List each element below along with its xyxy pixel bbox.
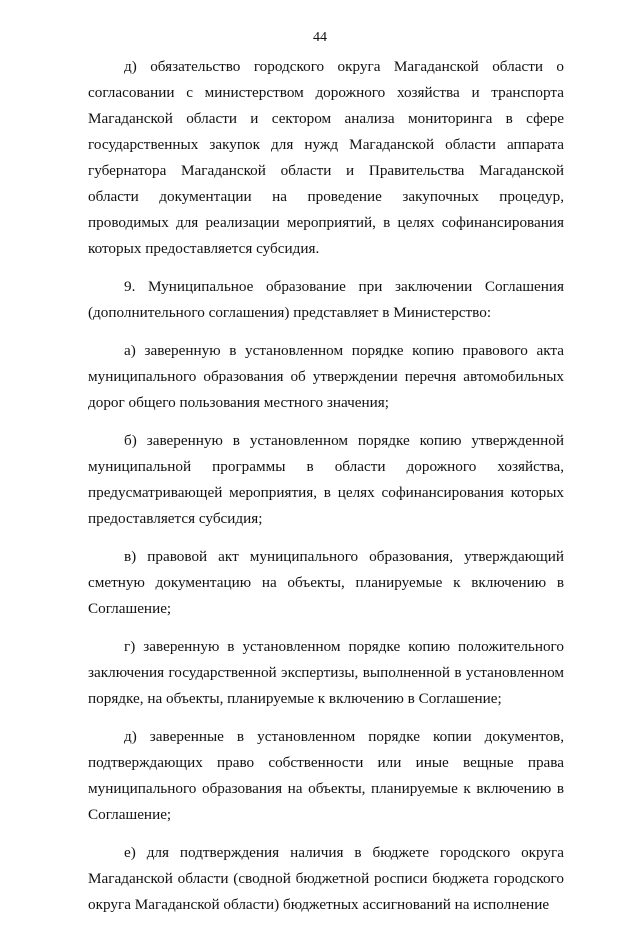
paragraph-item-d: д) заверенные в установленном порядке копии документов, подтверждающих право собственности или иные вещные права муниципального образования на объекты, планируемые к включению в Соглашение; [88,728,564,823]
paragraph-obligation-d: д) обязательство городского округа Магаданской области о согласовании с министерством дорожного хозяйства и транспорта Магаданской области и сектором анализа мониторинга в сфере государственных закупок для нужд Магаданской области аппарата губернатора Магаданской области и Правительства Магаданской области документации на проведение закупочных процедур, проводимых для реализации мероприятий, в целях софинансирования которых предоставляется субсидия. [88,58,564,257]
paragraph-item-b: б) заверенную в установленном порядке копию утвержденной муниципальной программы в области дорожного хозяйства, предусматривающей мероприятия, в целях софинансирования которых предоставляется субсидия; [88,432,564,527]
paragraph-item-9: 9. Муниципальное образование при заключении Соглашения (дополнительного соглашения) представляет в Министерство: [88,278,564,321]
paragraph-item-a: а) заверенную в установленном порядке копию правового акта муниципального образования об утверждении перечня автомобильных дорог общего пользования местного значения; [88,342,564,411]
page-number: 44 [313,30,327,45]
paragraph-item-v: в) правовой акт муниципального образования, утверждающий сметную документацию на объекты, планируемые к включению в Соглашение; [88,548,564,617]
paragraph-item-g: г) заверенную в установленном порядке копию положительного заключения государственной экспертизы, выполненной в установленном порядке, на объекты, планируемые к включению в Соглашение; [88,638,564,707]
document-body [88,54,564,930]
paragraph-item-e: е) для подтверждения наличия в бюджете городского округа Магаданской области (сводной бюджетной росписи бюджета городского округа Магаданской области) бюджетных ассигнований на исполнение [88,844,564,913]
